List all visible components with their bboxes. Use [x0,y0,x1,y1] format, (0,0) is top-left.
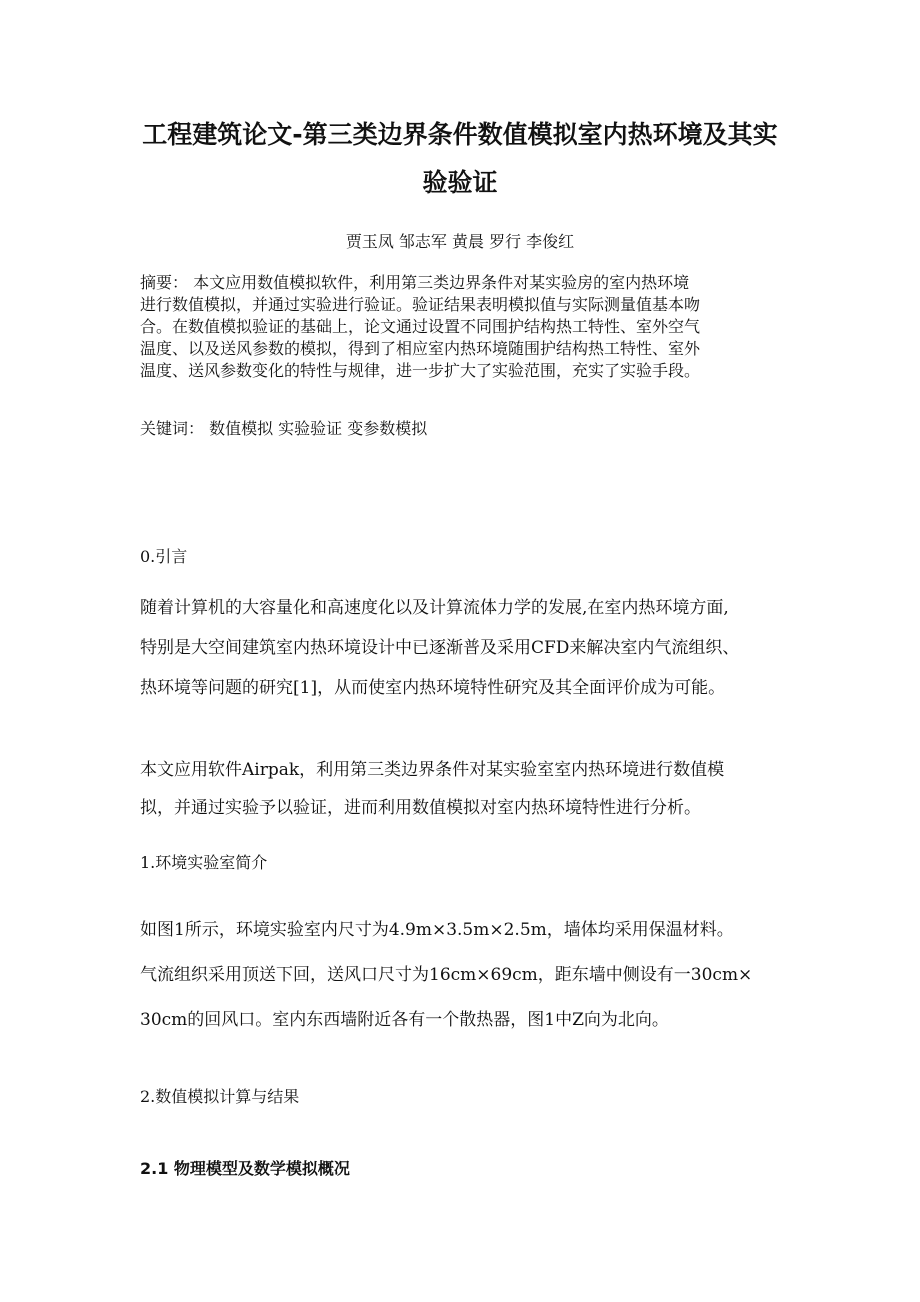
abstract-line: 合。在数值模拟验证的基础上，论文通过设置不同围护结构热工特性、室外空气 [140,317,701,336]
paragraph-line: 随着计算机的大容量化和高速度化以及计算流体力学的发展,在室内热环境方面, [140,598,729,618]
lab-paragraph [140,918,785,1032]
intro-paragraph-2 [140,758,785,820]
paragraph-line: 特别是大空间建筑室内热环境设计中已逐渐普及采用CFD来解决室内气流组织、 [140,638,740,658]
abstract-line: 进行数值模拟，并通过实验进行验证。验证结果表明模拟值与实际测量值基本吻 [140,295,701,314]
subsection-heading-model: 2.1 物理模型及数学模拟概况 [140,1159,350,1178]
paragraph-line: 拟，并通过实验予以验证，进而利用数值模拟对室内热环境特性进行分析。 [140,798,701,818]
keywords: 关键词： 数值模拟 实验验证 变参数模拟 [140,419,428,438]
section-heading-simulation: 2.数值模拟计算与结果 [140,1087,300,1106]
paragraph-line: 如图1所示，环境实验室内尺寸为4.9m×3.5m×2.5m，墙体均采用保温材料。 [140,920,734,940]
abstract-line: 温度、送风参数变化的特性与规律，进一步扩大了实验范围，充实了实验手段。 [140,361,701,380]
intro-paragraph-1 [140,596,785,700]
abstract-line: 温度、以及送风参数的模拟，得到了相应室内热环境随围护结构热工特性、室外 [140,339,701,358]
paragraph-line: 热环境等问题的研究[1]，从而使室内热环境特性研究及其全面评价成为可能。 [140,678,726,698]
abstract-line: 摘要： 本文应用数值模拟软件，利用第三类边界条件对某实验房的室内热环境 [140,273,690,292]
section-heading-lab: 1.环境实验室简介 [140,853,268,872]
paragraph-line: 气流组织采用顶送下回，送风口尺寸为16cm×69cm，距东墙中侧设有一30cm× [140,965,753,985]
paper-title-line-1: 工程建筑论文-第三类边界条件数值模拟室内热环境及其实 [142,120,778,149]
paragraph-line: 30cm的回风口。室内东西墙附近各有一个散热器，图1中Z向为北向。 [140,1010,669,1030]
paper-title-line-2: 验验证 [422,168,498,197]
author-list: 贾玉凤 邹志军 黄晨 罗行 李俊红 [345,232,575,251]
paragraph-line: 本文应用软件Airpak，利用第三类边界条件对某实验室室内热环境进行数值模 [140,760,725,780]
abstract [140,272,785,382]
section-heading-introduction: 0.引言 [140,547,188,566]
